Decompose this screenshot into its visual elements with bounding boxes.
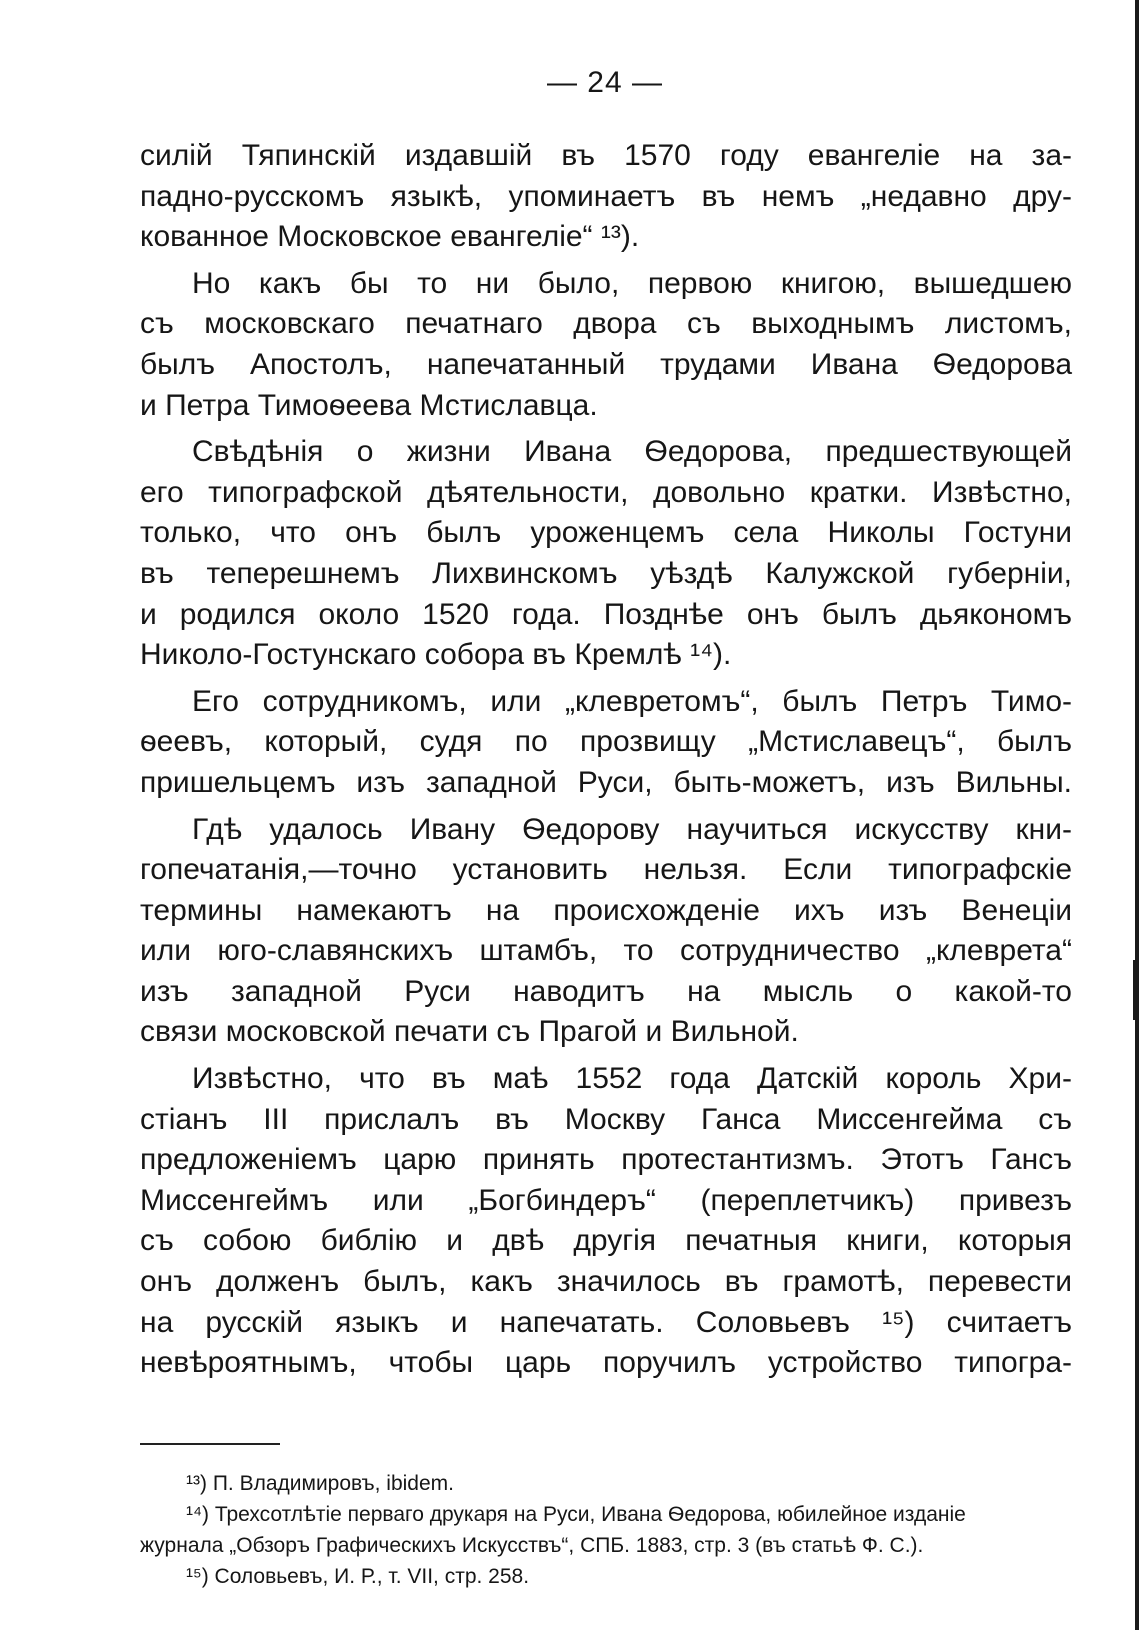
main-text <box>140 136 1072 1390</box>
text-line: съ собою библію и двѣ другія печатныя книги, которыя <box>140 1224 1072 1258</box>
text-line: Миссенгеймъ или „Богбиндеръ“ (переплетчикъ) привезъ <box>140 1183 1072 1217</box>
text-line: стіанъ III прислалъ въ Москву Ганса Миссенгейма съ <box>140 1102 1072 1136</box>
text-line: Гдѣ удалось Ивану Ѳедорову научиться искусству кни- <box>192 812 1072 846</box>
footnote-14: ¹⁴) Трехсотлѣтіе перваго друкаря на Руси, Ивана Ѳедорова, юбилейное изданіе <box>186 1503 966 1526</box>
text-line: гопечатанія,—точно установить нельзя. Если типографскіе <box>140 853 1072 887</box>
paragraph-2 <box>140 264 1072 426</box>
text-line: невѣроятнымъ, чтобы царь поручилъ устройство типогра- <box>140 1346 1072 1380</box>
text-line: Но какъ бы то ни было, первою книгою, вышедшею <box>192 266 1072 300</box>
scan-edge-shadow <box>1132 0 1140 1630</box>
text-line: Извѣстно, что въ маѣ 1552 года Датскій король Хри- <box>192 1062 1072 1096</box>
text-line: или юго-славянскихъ штамбъ, то сотрудничество „клеврета“ <box>140 934 1072 968</box>
text-line: Николо-Гостунскаго собора въ Кремлѣ ¹⁴). <box>140 638 732 672</box>
footnote-13: ¹³) П. Владимировъ, ibidem. <box>186 1472 454 1495</box>
paragraph-6 <box>140 1059 1072 1384</box>
text-line: предложеніемъ царю принять протестантизмъ. Этотъ Гансъ <box>140 1143 1072 1177</box>
text-line: ѳеевъ, который, судя по прозвищу „Мстиславецъ“, былъ <box>140 725 1072 759</box>
paragraph-1 <box>140 136 1072 258</box>
footnote-15: ¹⁵) Соловьевъ, И. Р., т. VII, стр. 258. <box>186 1565 530 1588</box>
footnotes <box>140 1468 1060 1592</box>
text-line: и Петра Тимоѳеева Мстиславца. <box>140 388 598 422</box>
text-line: пришельцемъ изъ западной Руси, быть-можетъ, изъ Вильны. <box>140 765 1072 799</box>
footnote-divider <box>140 1443 280 1445</box>
text-line: на русскій языкъ и напечатать. Соловьевъ ¹⁵) считаетъ <box>140 1305 1072 1339</box>
text-line: изъ западной Руси наводитъ на мысль о какой-то <box>140 974 1072 1008</box>
text-line: Его сотрудникомъ, или „клевретомъ“, былъ Петръ Тимо- <box>192 684 1072 718</box>
text-line: падно-русскомъ языкѣ, упоминаетъ въ немъ „недавно дру- <box>140 179 1072 213</box>
text-line: въ теперешнемъ Лихвинскомъ уѣздѣ Калужской губерніи, <box>140 556 1072 590</box>
paragraph-3 <box>140 432 1072 676</box>
text-line: Свѣдѣнія о жизни Ивана Ѳедорова, предшествующей <box>192 435 1072 469</box>
text-line: былъ Апостолъ, напечатанный трудами Ивана Ѳедорова <box>140 347 1072 381</box>
text-line: кованное Московское евангеліе“ ¹³). <box>140 220 640 254</box>
text-line: силій Тяпинскій издавшій въ 1570 году евангеліе на за- <box>140 139 1072 172</box>
text-line: только, что онъ былъ уроженцемъ села Николы Гостуни <box>140 516 1072 550</box>
footnote-14-continuation: журнала „Обзоръ Графическихъ Искусствъ“, СПБ. 1883, стр. 3 (въ статьѣ Ф. С.). <box>140 1534 924 1557</box>
text-line: и родился около 1520 года. Позднѣе онъ былъ дьякономъ <box>140 597 1072 631</box>
text-line: съ московскаго печатнаго двора съ выходнымъ листомъ, <box>140 307 1072 341</box>
paragraph-4 <box>140 682 1072 804</box>
text-line: онъ долженъ былъ, какъ значилось въ грамотѣ, перевести <box>140 1265 1072 1299</box>
paragraph-5 <box>140 810 1072 1054</box>
text-line: термины намекаютъ на происхожденіе ихъ изъ Венеціи <box>140 893 1072 927</box>
page-number: — 24 — <box>546 66 664 99</box>
text-line: связи московской печати съ Прагой и Вильной. <box>140 1015 799 1049</box>
text-line: его типографской дѣятельности, довольно кратки. Извѣстно, <box>140 475 1072 509</box>
